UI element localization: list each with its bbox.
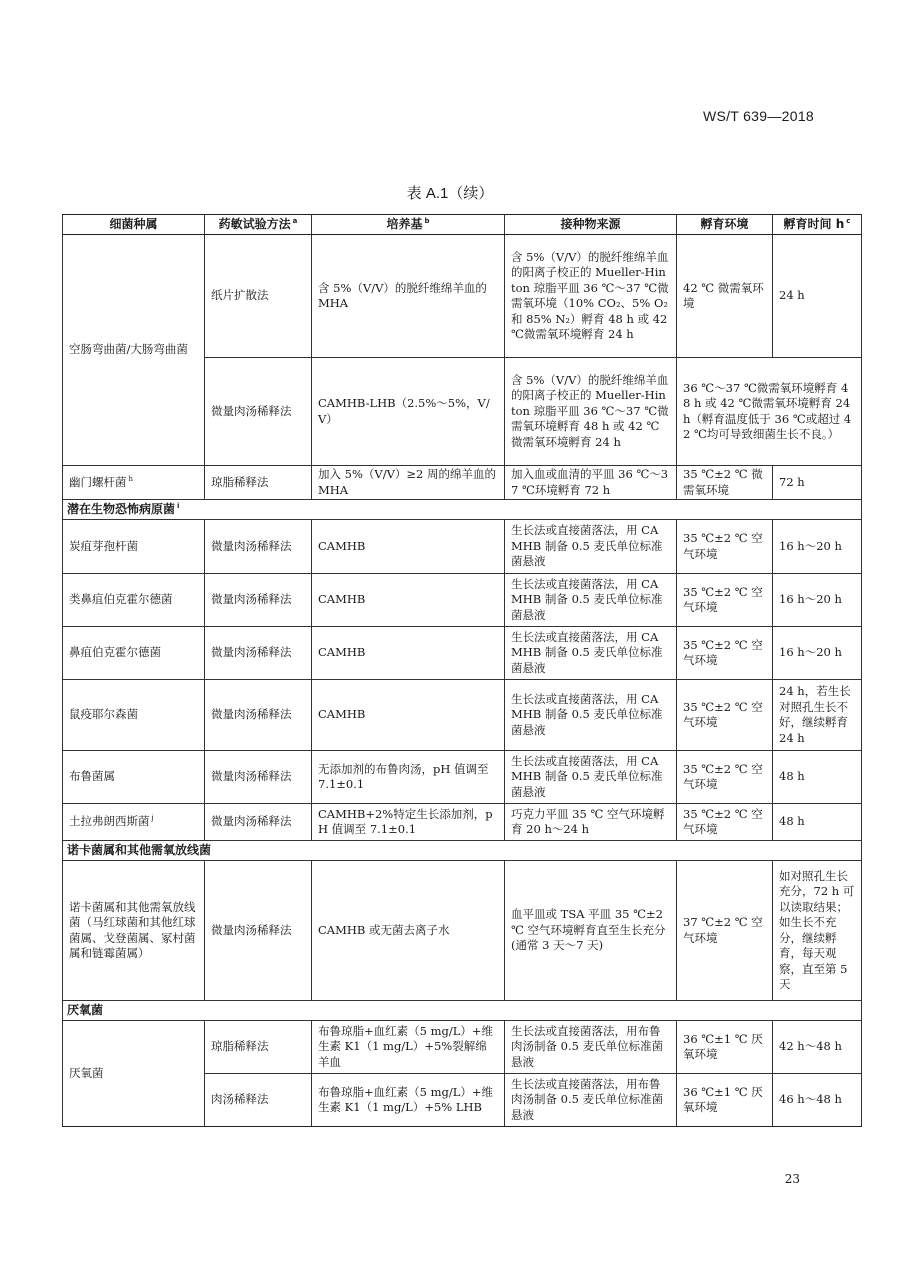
- environment-cell: 35 ℃±2 ℃ 微需氧环境: [677, 466, 773, 500]
- organism-cell: 幽门螺杆菌 $^h$: [63, 466, 205, 500]
- medium-cell: CAMHB: [312, 627, 505, 680]
- medium-cell: CAMHB: [312, 680, 505, 751]
- medium-cell: CAMHB-LHB（2.5%～5%，V/V）: [312, 358, 505, 466]
- section-title: 厌氧菌: [63, 1001, 862, 1021]
- table-row: [63, 235, 862, 358]
- environment-cell: 35 ℃±2 ℃ 空气环境: [677, 751, 773, 804]
- method-cell: 微量肉汤稀释法: [205, 520, 312, 574]
- method-cell: 微量肉汤稀释法: [205, 574, 312, 627]
- method-cell: 微量肉汤稀释法: [205, 358, 312, 466]
- table-row: [63, 751, 862, 804]
- inoculum-cell: 生长法或直接菌落法，用 CAMHB 制备 0.5 麦氏单位标准菌悬液: [505, 574, 677, 627]
- medium-cell: 无添加剂的布鲁肉汤，pH 值调至 7.1±0.1: [312, 751, 505, 804]
- time-cell: 48 h: [773, 751, 862, 804]
- medium-cell: CAMHB: [312, 520, 505, 574]
- time-cell: 42 h～48 h: [773, 1021, 862, 1074]
- method-cell: 微量肉汤稀释法: [205, 751, 312, 804]
- medium-cell: 布鲁琼脂+血红素（5 mg/L）+维生素 K1（1 mg/L）+5% LHB: [312, 1074, 505, 1127]
- method-cell: 琼脂稀释法: [205, 1021, 312, 1074]
- environment-cell: 35 ℃±2 ℃ 空气环境: [677, 804, 773, 841]
- section-header-row: [63, 1001, 862, 1021]
- inoculum-cell: 生长法或直接菌落法，用布鲁肉汤制备 0.5 麦氏单位标准菌悬液: [505, 1074, 677, 1127]
- inoculum-cell: 生长法或直接菌落法，用 CAMHB 制备 0.5 麦氏单位标准菌悬液: [505, 520, 677, 574]
- method-cell: 微量肉汤稀释法: [205, 627, 312, 680]
- medium-cell: CAMHB: [312, 574, 505, 627]
- susceptibility-table: [62, 214, 862, 1127]
- environment-cell: 35 ℃±2 ℃ 空气环境: [677, 574, 773, 627]
- inoculum-cell: 加入血或血清的平皿 36 ℃～37 ℃环境孵育 72 h: [505, 466, 677, 500]
- organism-cell: 土拉弗朗西斯菌 $^j$: [63, 804, 205, 841]
- table-row: [63, 520, 862, 574]
- method-cell: 微量肉汤稀释法: [205, 804, 312, 841]
- table-row: [63, 1021, 862, 1074]
- table-row: [63, 466, 862, 500]
- time-cell: 24 h，若生长对照孔生长不好，继续孵育 24 h: [773, 680, 862, 751]
- time-cell: 72 h: [773, 466, 862, 500]
- col-header-inoculum: 接种物来源: [505, 215, 677, 235]
- inoculum-cell: 生长法或直接菌落法，用 CAMHB 制备 0.5 麦氏单位标准菌悬液: [505, 751, 677, 804]
- section-header-row: [63, 841, 862, 861]
- method-cell: 琼脂稀释法: [205, 466, 312, 500]
- inoculum-cell: 含 5%（V/V）的脱纤维绵羊血的阳离子校正的 Mueller-Hinton 琼脂平皿 36 ℃～37 ℃微需氧环境孵育 48 h 或 42 ℃微需氧环境孵育 24 h: [505, 358, 677, 466]
- method-cell: 微量肉汤稀释法: [205, 680, 312, 751]
- time-cell: 24 h: [773, 235, 862, 358]
- medium-cell: CAMHB 或无菌去离子水: [312, 861, 505, 1001]
- time-cell: 16 h～20 h: [773, 627, 862, 680]
- environment-cell: 36 ℃±1 ℃ 厌氧环境: [677, 1021, 773, 1074]
- col-header-medium: 培养基 $^b$: [312, 215, 505, 235]
- time-cell: 如对照孔生长充分，72 h 可以读取结果；如生长不充分，继续孵育，每天观察，直至第 5 天: [773, 861, 862, 1001]
- inoculum-cell: 生长法或直接菌落法，用 CAMHB 制备 0.5 麦氏单位标准菌悬液: [505, 680, 677, 751]
- inoculum-cell: 生长法或直接菌落法，用布鲁肉汤制备 0.5 麦氏单位标准菌悬液: [505, 1021, 677, 1074]
- environment-cell: 42 ℃ 微需氧环境: [677, 235, 773, 358]
- inoculum-cell: 生长法或直接菌落法，用 CAMHB 制备 0.5 麦氏单位标准菌悬液: [505, 627, 677, 680]
- environment-time-cell: 36 ℃～37 ℃微需氧环境孵育 48 h 或 42 ℃微需氧环境孵育 24 h（孵育温度低于 36 ℃或超过 42 ℃均可导致细菌生长不良。）: [677, 358, 862, 466]
- col-header-environment: 孵育环境: [677, 215, 773, 235]
- organism-cell: 炭疽芽孢杆菌: [63, 520, 205, 574]
- inoculum-cell: 血平皿或 TSA 平皿 35 ℃±2 ℃ 空气环境孵育直至生长充分(通常 3 天～7 天): [505, 861, 677, 1001]
- medium-cell: 含 5%（V/V）的脱纤维绵羊血的 MHA: [312, 235, 505, 358]
- table-row: [63, 804, 862, 841]
- section-title: 诺卡菌属和其他需氧放线菌: [63, 841, 862, 861]
- inoculum-cell: 巧克力平皿 35 ℃ 空气环境孵育 20 h～24 h: [505, 804, 677, 841]
- environment-cell: 35 ℃±2 ℃ 空气环境: [677, 627, 773, 680]
- table-row: [63, 861, 862, 1001]
- page-number: 23: [784, 1172, 800, 1186]
- organism-cell: 鼻疽伯克霍尔德菌: [63, 627, 205, 680]
- organism-cell: 厌氧菌: [63, 1021, 205, 1127]
- table-title: 表 A.1（续）: [406, 185, 494, 202]
- organism-cell: 空肠弯曲菌/大肠弯曲菌: [63, 235, 205, 466]
- table-row: [63, 574, 862, 627]
- time-cell: 16 h～20 h: [773, 520, 862, 574]
- organism-cell: 类鼻疽伯克霍尔德菌: [63, 574, 205, 627]
- method-cell: 微量肉汤稀释法: [205, 861, 312, 1001]
- medium-cell: 布鲁琼脂+血红素（5 mg/L）+维生素 K1（1 mg/L）+5%裂解绵羊血: [312, 1021, 505, 1074]
- section-title: 潜在生物恐怖病原菌 $^i$: [63, 500, 862, 520]
- inoculum-cell: 含 5%（V/V）的脱纤维绵羊血的阳离子校正的 Mueller-Hinton 琼脂平皿 36 ℃～37 ℃微需氧环境（10% CO₂、5% O₂和 85% N₂）孵育 48 h 或 42 ℃微需氧环境孵育 24 h: [505, 235, 677, 358]
- col-header-time: 孵育时间 h $^c$: [773, 215, 862, 235]
- organism-cell: 布鲁菌属: [63, 751, 205, 804]
- environment-cell: 35 ℃±2 ℃ 空气环境: [677, 680, 773, 751]
- time-cell: 16 h～20 h: [773, 574, 862, 627]
- medium-cell: CAMHB+2%特定生长添加剂，pH 值调至 7.1±0.1: [312, 804, 505, 841]
- method-cell: 纸片扩散法: [205, 235, 312, 358]
- section-header-row: [63, 500, 862, 520]
- table-row: [63, 627, 862, 680]
- time-cell: 48 h: [773, 804, 862, 841]
- environment-cell: 36 ℃±1 ℃ 厌氧环境: [677, 1074, 773, 1127]
- standard-code: WS/T 639—2018: [702, 108, 814, 124]
- col-header-method: 药敏试验方法 $^a$: [205, 215, 312, 235]
- time-cell: 46 h～48 h: [773, 1074, 862, 1127]
- medium-cell: 加入 5%（V/V）≥2 周的绵羊血的 MHA: [312, 466, 505, 500]
- environment-cell: 35 ℃±2 ℃ 空气环境: [677, 520, 773, 574]
- col-header-organism: 细菌种属: [63, 215, 205, 235]
- organism-cell: 诺卡菌属和其他需氧放线菌（马红球菌和其他红球菌属、戈登菌属、冢村菌属和链霉菌属）: [63, 861, 205, 1001]
- table-header-row: [63, 215, 862, 235]
- table-row: [63, 680, 862, 751]
- organism-cell: 鼠疫耶尔森菌: [63, 680, 205, 751]
- method-cell: 肉汤稀释法: [205, 1074, 312, 1127]
- environment-cell: 37 ℃±2 ℃ 空气环境: [677, 861, 773, 1001]
